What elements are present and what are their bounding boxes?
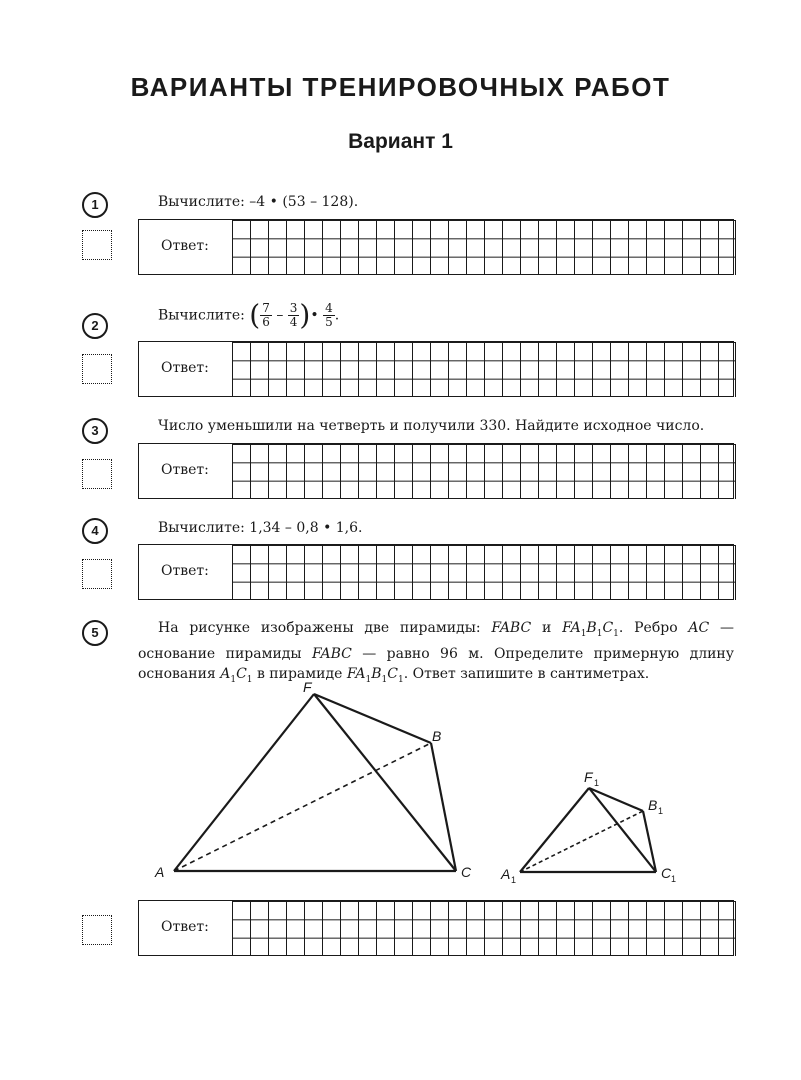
question-number-2: 2	[82, 313, 108, 339]
question-4-text: Вычислите: 1,34 – 0,8 • 1,6.	[158, 520, 363, 536]
answer-grid-q5[interactable]	[232, 901, 736, 956]
label-A1-sub: 1	[511, 875, 517, 885]
label-F1: F	[584, 769, 593, 785]
page-title: ВАРИАНТЫ ТРЕНИРОВОЧНЫХ РАБОТ	[130, 72, 671, 102]
close-paren: )	[299, 298, 311, 332]
label-B1-sub: 1	[658, 806, 664, 816]
label-C1: C	[661, 865, 672, 881]
answer-label: Ответ:	[161, 360, 209, 376]
label-B1: B	[648, 797, 658, 813]
label-C1-sub: 1	[671, 874, 677, 884]
label-F: F	[303, 679, 312, 695]
small-pyramid	[520, 788, 656, 872]
question-number-1: 1	[82, 192, 108, 218]
question-3-text: Число уменьшили на четверть и получили 330. Найдите исходное число.	[158, 418, 705, 434]
question-number-4: 4	[82, 518, 108, 544]
multiply-dot: •	[310, 307, 319, 324]
checkbox-q5[interactable]	[82, 915, 112, 945]
answer-label: Ответ:	[161, 238, 209, 254]
question-5-text: На рисунке изображены две пирамиды: FABC и $FA_1B_1C_1$. Ребро AC — основание пирамиды FABC — равно 96 м. Определите примерную длину основания $A_1C_1$ в пирамиде $FA_1B_1C_1$. Ответ запишите в сантиметрах.	[138, 620, 734, 685]
question-number-5: 5	[82, 620, 108, 646]
fraction-7-6: $\frac{7}{6}$	[262, 301, 270, 329]
fraction-4-5: $\frac{4}{5}$	[325, 301, 333, 329]
label-A1: A	[501, 866, 511, 882]
answer-box-q5[interactable]	[138, 900, 734, 956]
minus-sign: –	[276, 307, 284, 324]
open-paren: (	[249, 298, 261, 332]
question-1-text: Вычислите: –4 • (53 – 128).	[158, 194, 359, 210]
label-F1-sub: 1	[594, 778, 600, 788]
answer-label: Ответ:	[161, 563, 209, 579]
label-C: C	[461, 864, 472, 880]
fraction-3-4: $\frac{3}{4}$	[289, 301, 298, 329]
big-pyramid	[174, 694, 456, 871]
label-A: A	[155, 864, 165, 880]
question-number-3: 3	[82, 418, 108, 444]
period: .	[334, 307, 340, 324]
answer-label: Ответ:	[161, 462, 209, 478]
answer-label: Ответ:	[161, 919, 209, 935]
label-B: B	[432, 728, 442, 744]
variant-title: Вариант 1	[348, 130, 453, 153]
q2-lead: Вычислите:	[158, 307, 245, 324]
